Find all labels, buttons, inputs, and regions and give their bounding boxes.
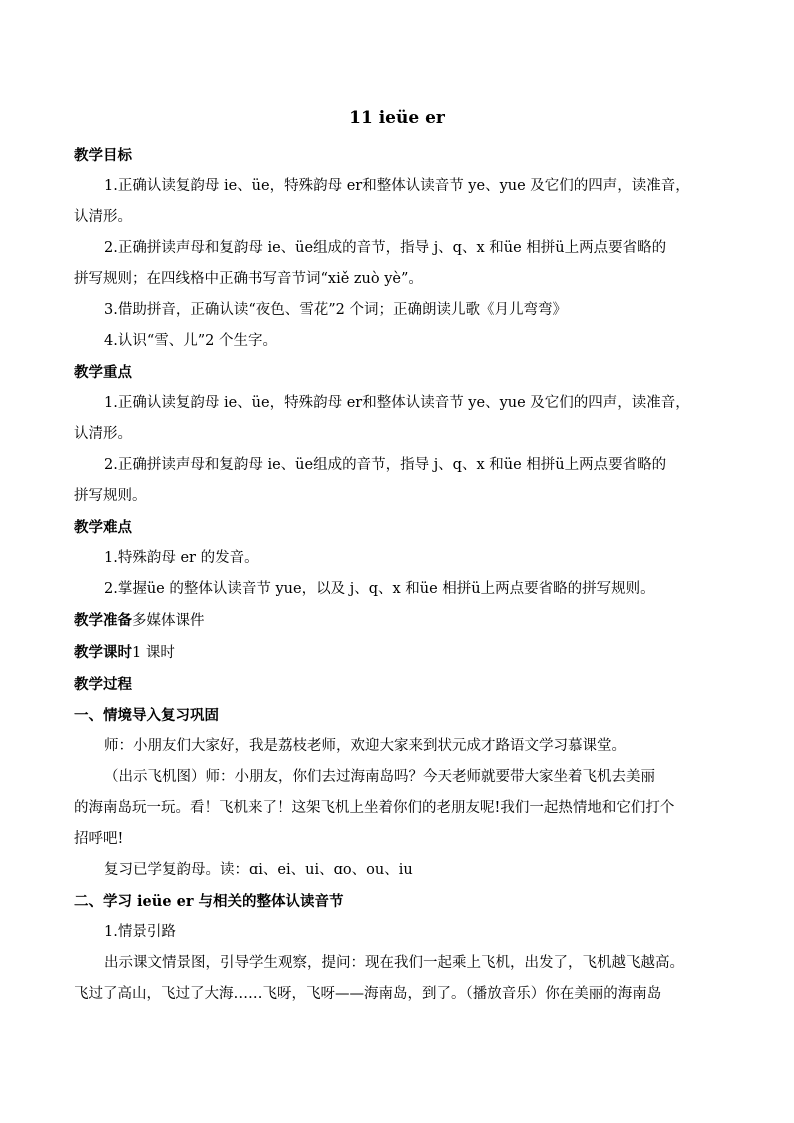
difficulty-1: 1.特殊韵母 er 的发音。 bbox=[104, 550, 259, 566]
subheading-1: 1.情景引路 bbox=[104, 924, 176, 940]
goal-4: 4.认识“雪、儿”2 个生字。 bbox=[104, 333, 277, 349]
paragraph-2-line-1: （出示飞机图）师：小朋友，你们去过海南岛吗？今天老师就要带大家坐着飞机去美丽 bbox=[104, 769, 655, 785]
section-heading-goals: 教学目标 bbox=[74, 147, 132, 164]
paragraph-3: 复习已学复韵母。读：ɑi、ei、ui、ɑo、ou、iu bbox=[104, 862, 413, 878]
preparation-label: 教学准备 bbox=[74, 612, 132, 629]
class-hours-value: 1 课时 bbox=[132, 645, 175, 661]
key-point-2-line-2: 拼写规则。 bbox=[74, 488, 147, 504]
paragraph-2-line-3: 招呼吧! bbox=[74, 831, 124, 847]
goal-2-line-2: 拼写规则；在四线格中正确书写音节词“xiě zuò yè”。 bbox=[74, 271, 423, 287]
paragraph-4-line-1: 出示课文情景图，引导学生观察，提问：现在我们一起乘上飞机，出发了，飞机越飞越高。 bbox=[104, 955, 684, 971]
paragraph-1: 师：小朋友们大家好，我是荔枝老师，欢迎大家来到状元成才路语文学习慕课堂。 bbox=[104, 738, 626, 754]
document-body bbox=[74, 140, 724, 1010]
goal-1-line-2: 认清形。 bbox=[74, 209, 132, 225]
section-heading-key-points: 教学重点 bbox=[74, 364, 132, 381]
paragraph-2-line-2: 的海南岛玩一玩。看！飞机来了！这架飞机上坐着你们的老朋友呢!我们一起热情地和它们打个 bbox=[74, 800, 675, 816]
section-heading-process: 教学过程 bbox=[74, 676, 132, 693]
class-hours-line bbox=[74, 637, 724, 669]
paragraph-4-line-2: 飞过了高山，飞过了大海……飞呀，飞呀——海南岛，到了。（播放音乐）你在美丽的海南岛 bbox=[74, 986, 662, 1002]
key-point-1-line-1: 1.正确认读复韵母 ie、üe，特殊韵母 er和整体认读音节 ye、yue 及它们的四声，读准音， bbox=[104, 395, 690, 411]
key-point-1-line-2: 认清形。 bbox=[74, 426, 132, 442]
document-title: 11 ieüe er bbox=[349, 108, 445, 128]
preparation-line bbox=[74, 605, 724, 637]
goal-2-line-1: 2.正确拼读声母和复韵母 ie、üe组成的音节，指导 j、q、x 和üe 相拼ü上两点要省略的 bbox=[104, 240, 667, 256]
key-point-2-line-1: 2.正确拼读声母和复韵母 ie、üe组成的音节，指导 j、q、x 和üe 相拼ü上两点要省略的 bbox=[104, 457, 667, 473]
part-2-heading: 二、学习 ieüe er 与相关的整体认读音节 bbox=[74, 893, 344, 910]
class-hours-label: 教学课时 bbox=[74, 644, 132, 661]
goal-1-line-1: 1.正确认读复韵母 ie、üe，特殊韵母 er和整体认读音节 ye、yue 及它们的四声，读准音， bbox=[104, 178, 690, 194]
goal-3: 3.借助拼音，正确认读“夜色、雪花”2 个词；正确朗读儿歌《月儿弯弯》 bbox=[104, 302, 567, 318]
difficulty-2: 2.掌握üe 的整体认读音节 yue，以及 j、q、x 和üe 相拼ü上两点要省略的拼写规则。 bbox=[104, 581, 655, 597]
part-1-heading: 一、情境导入复习巩固 bbox=[74, 707, 219, 724]
section-heading-difficulties: 教学难点 bbox=[74, 519, 132, 536]
preparation-value: 多媒体课件 bbox=[132, 613, 205, 629]
